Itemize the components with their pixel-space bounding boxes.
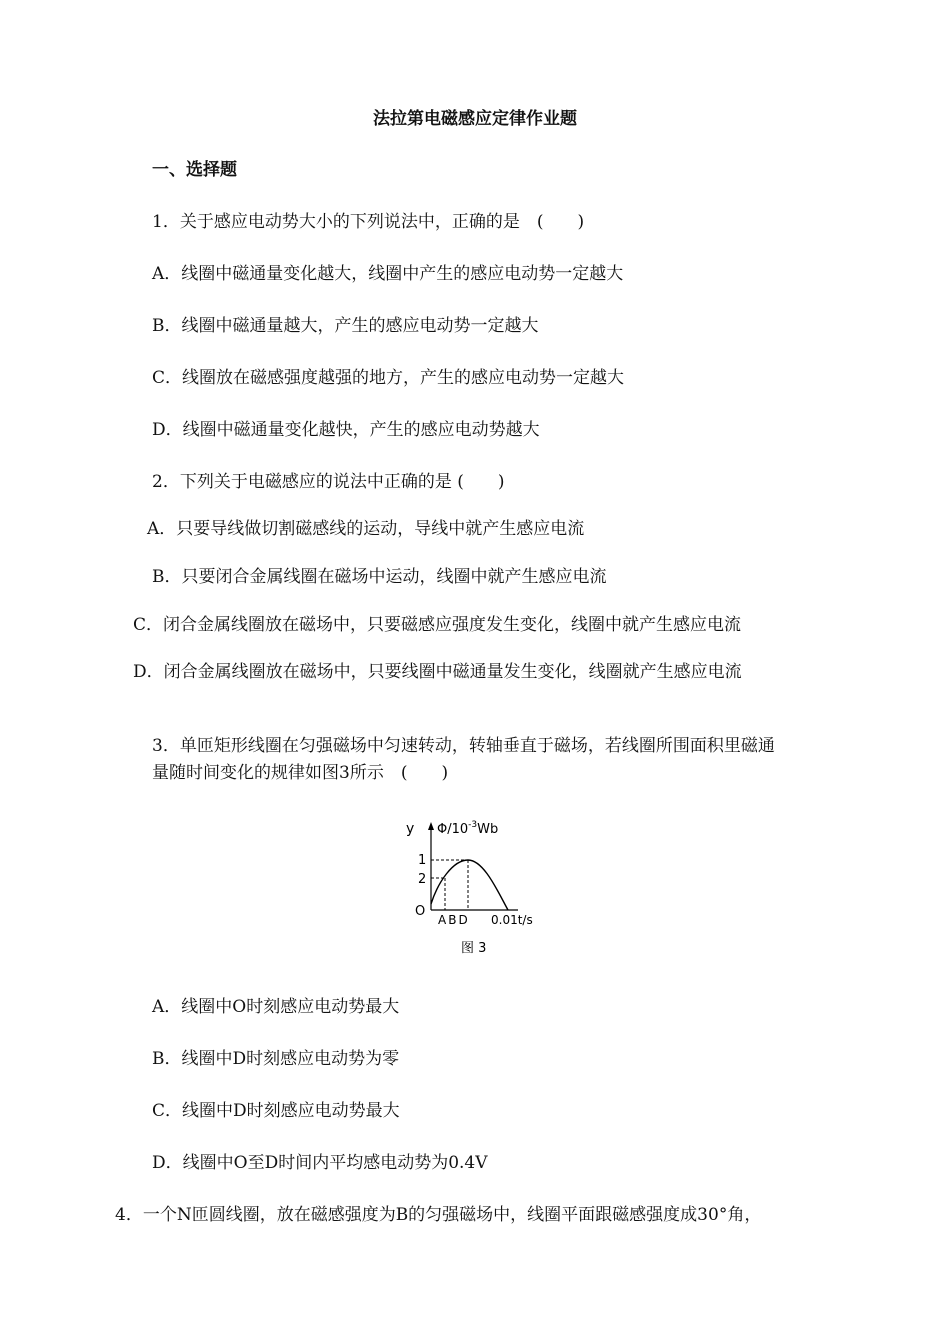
question-3-option-c: C．线圈中D时刻感应电动势最大 <box>152 1101 400 1121</box>
phi-label-exponent: -3 <box>468 820 478 830</box>
question-1-option-b: B．线圈中磁通量越大，产生的感应电动势一定越大 <box>152 316 539 336</box>
origin-label: O <box>415 904 426 919</box>
flux-graph <box>398 812 558 962</box>
t-axis-label: 0.01t/s <box>491 913 533 927</box>
question-1-stem: 1．关于感应电动势大小的下列说法中，正确的是 ( ) <box>152 212 585 232</box>
question-2-option-c: C．闭合金属线圈放在磁场中，只要磁感应强度发生变化，线圈中就产生感应电流 <box>133 615 742 635</box>
question-3-stem-line-1: 3．单匝矩形线圈在匀强磁场中匀速转动，转轴垂直于磁场，若线圈所围面积里磁通 <box>152 736 775 756</box>
phi-label <box>437 820 498 837</box>
figure-caption: 图 3 <box>461 941 487 956</box>
point-labels: ABD <box>438 913 470 927</box>
flux-time-figure <box>398 812 558 962</box>
question-2-stem: 2．下列关于电磁感应的说法中正确的是 ( ) <box>152 472 505 492</box>
question-4-stem: 4．一个N匝圆线圈，放在磁感强度为B的匀强磁场中，线圈平面跟磁感强度成30°角， <box>115 1205 762 1225</box>
question-3-option-b: B．线圈中D时刻感应电动势为零 <box>152 1049 400 1069</box>
y-label: y <box>406 821 415 837</box>
question-1-option-c: C．线圈放在磁感强度越强的地方，产生的感应电动势一定越大 <box>152 368 625 388</box>
question-3-stem-line-2: 量随时间变化的规律如图3所示 ( ) <box>152 763 449 783</box>
tick-label-1: 1 <box>418 853 427 868</box>
y-axis-arrow-icon <box>428 822 434 830</box>
question-1-option-d: D．线圈中磁通量变化越快，产生的感应电动势越大 <box>152 420 540 440</box>
section-heading: 一、选择题 <box>152 160 237 180</box>
question-2-option-b: B．只要闭合金属线圈在磁场中运动，线圈中就产生感应电流 <box>152 567 607 587</box>
question-3-option-d: D．线圈中O至D时间内平均感电动势为0.4V <box>152 1153 488 1173</box>
question-1-option-a: A．线圈中磁通量变化越大，线圈中产生的感应电动势一定越大 <box>152 264 624 284</box>
question-3-option-a: A．线圈中O时刻感应电动势最大 <box>152 997 400 1017</box>
tick-label-2: 2 <box>418 872 427 887</box>
phi-label-base: Φ/10 <box>437 822 469 837</box>
flux-curve <box>431 860 508 910</box>
document-title: 法拉第电磁感应定律作业题 <box>373 109 577 129</box>
question-2-option-a: A．只要导线做切割磁感线的运动，导线中就产生感应电流 <box>147 519 585 539</box>
phi-label-unit: Wb <box>477 822 499 837</box>
question-2-option-d: D．闭合金属线圈放在磁场中，只要线圈中磁通量发生变化，线圈就产生感应电流 <box>133 662 742 682</box>
